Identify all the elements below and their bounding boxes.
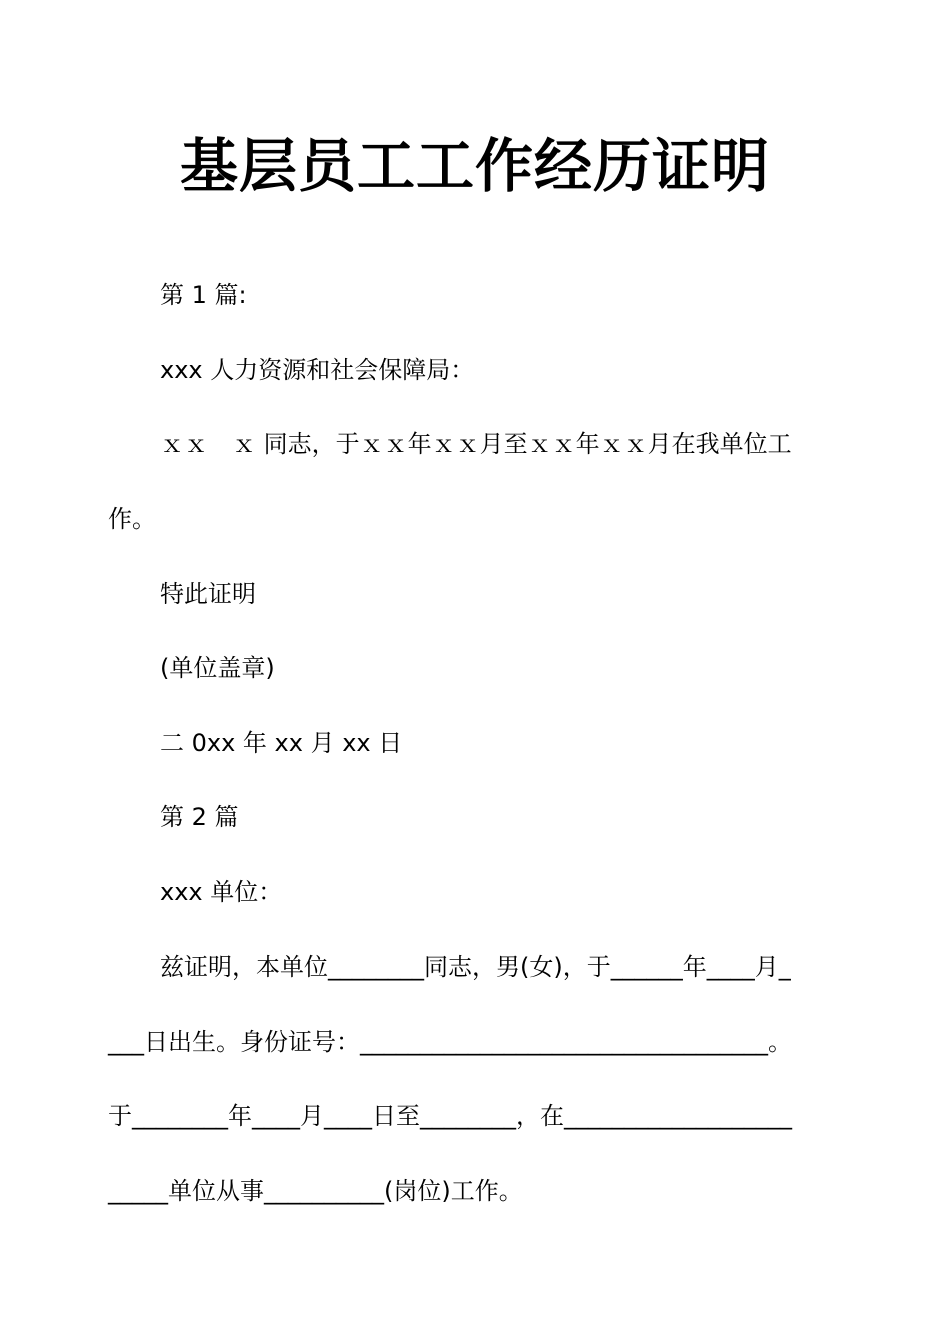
date-line: 二 0xx 年 xx 月 xx 日 — [160, 729, 403, 757]
document-title: 基层员工工作经历证明 — [179, 132, 770, 200]
closing-statement: 特此证明 — [160, 580, 256, 608]
body-text-2-line-3: 于________年____月____日至________，在___________________ — [108, 1102, 792, 1130]
part-2-heading: 第 2 篇 — [160, 803, 239, 831]
addressee-1: xxx 人力资源和社会保障局： — [160, 356, 475, 384]
body-text-1-continued: 作。 — [108, 505, 156, 533]
body-text-1: ｘｘ ｘ 同志，于ｘｘ年ｘｘ月至ｘｘ年ｘｘ月在我单位工 — [160, 430, 792, 458]
seal-note: (单位盖章) — [160, 654, 275, 682]
part-1-heading: 第 1 篇: — [160, 281, 247, 309]
body-text-2-line-1: 兹证明，本单位________同志，男(女)，于______年____月_ — [160, 953, 791, 981]
body-text-2-line-4: _____单位从事__________(岗位)工作。 — [108, 1177, 523, 1205]
addressee-2: xxx 单位： — [160, 878, 283, 906]
body-text-2-line-2: ___日出生。身份证号：__________________________________。 — [108, 1028, 792, 1056]
